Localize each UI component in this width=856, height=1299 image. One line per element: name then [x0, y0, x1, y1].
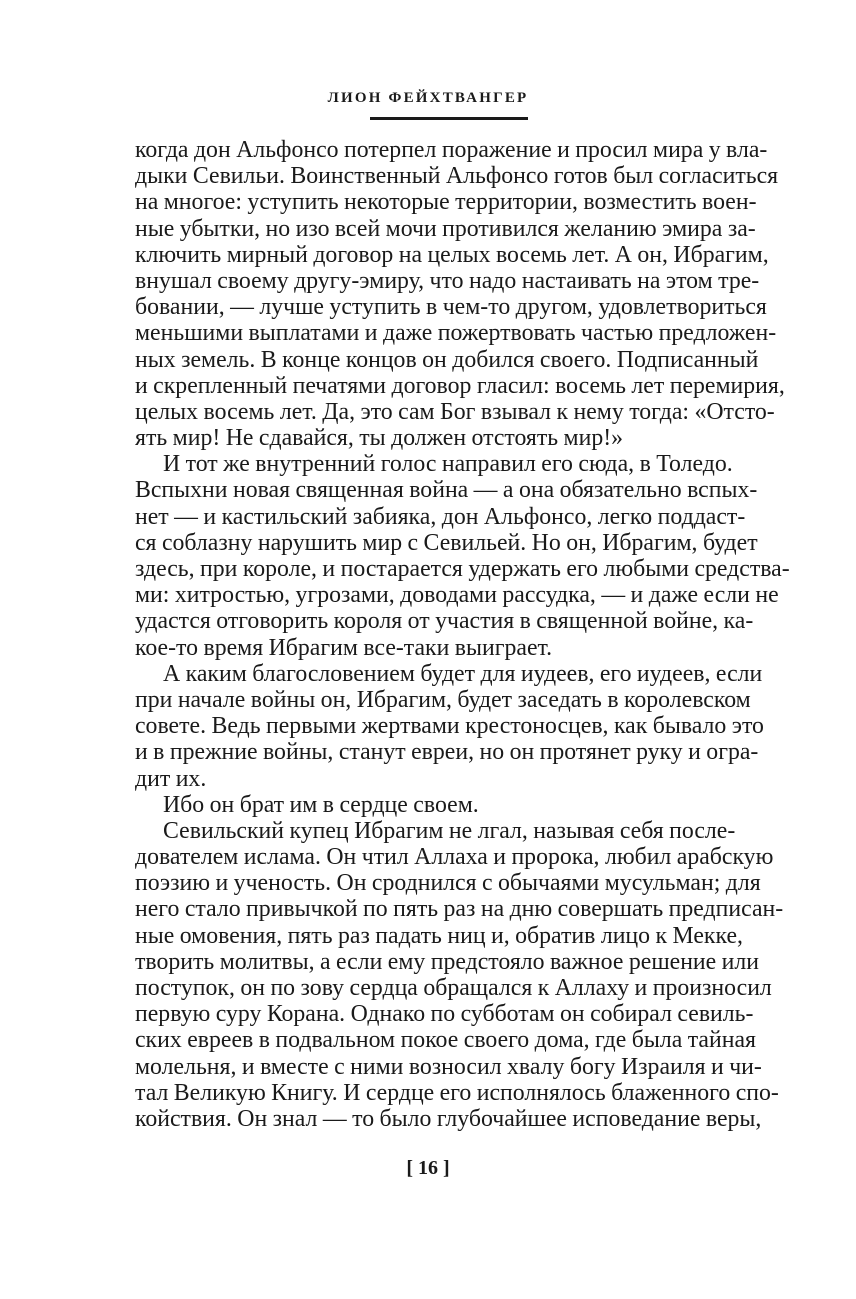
text-line: ные омовения, пять раз падать ниц и, обратив лицо к Мекке,: [135, 922, 743, 949]
text-line: поэзию и ученость. Он сроднился с обычаями мусульман; для: [135, 870, 761, 897]
text-line: ключить мирный договор на целых восемь лет. А он, Ибрагим,: [135, 241, 769, 268]
text-line: бовании, — лучше уступить в чем-то другом, удовлетвориться: [135, 294, 767, 321]
text-line: нет — и кастильский забияка, дон Альфонсо, легко поддаст-: [135, 503, 746, 530]
text-line: когда дон Альфонсо потерпел поражение и просил мира у вла-: [135, 137, 768, 163]
text-line: совете. Ведь первыми жертвами крестоносцев, как бывало это: [135, 713, 764, 740]
text-line: и в прежние войны, станут евреи, но он протянет руку и огра-: [135, 739, 759, 766]
text-line: здесь, при короле, и постарается удержать его любыми средства-: [135, 556, 790, 582]
text-line: целых восемь лет. Да, это сам Бог взывал к нему тогда: «Отсто-: [135, 398, 775, 425]
body-text: [135, 137, 790, 1132]
text-line: первую суру Корана. Однако по субботам он собирал севиль-: [135, 1001, 754, 1028]
text-line: ных земель. В конце концов он добился своего. Подписанный: [135, 346, 759, 373]
text-line: него стало привычкой по пять раз на дню совершать предписан-: [135, 896, 784, 923]
text-line: на многое: уступить некоторые территории, возместить воен-: [135, 189, 757, 216]
text-line: И тот же внутренний голос направил его сюда, в Толедо.: [163, 451, 733, 478]
text-line: творить молитвы, а если ему предстояло важное решение или: [135, 948, 760, 975]
text-line: койствия. Он знал — то было глубочайшее исповедание веры,: [135, 1105, 762, 1132]
text-line: ся соблазну нарушить мир с Севильей. Но он, Ибрагим, будет: [135, 529, 758, 556]
text-line: поступок, он по зову сердца обращался к Аллаху и произносил: [135, 975, 772, 1001]
text-line: внушал своему другу-эмиру, что надо настаивать на этом тре-: [135, 267, 760, 294]
header-rule: [370, 117, 528, 120]
text-line: ми: хитростью, угрозами, доводами рассудка, — и даже если не: [135, 582, 779, 609]
text-line: Вспыхни новая священная война — а она обязательно вспых-: [135, 477, 758, 504]
text-line: А каким благословением будет для иудеев, его иудеев, если: [163, 660, 763, 687]
text-line: кое-то время Ибрагим все-таки выиграет.: [135, 634, 553, 661]
text-line: удастся отговорить короля от участия в священной войне, ка-: [135, 608, 754, 635]
text-line: ских евреев в подвальном покое своего дома, где была тайная: [135, 1027, 756, 1054]
text-line: дит их.: [135, 765, 207, 792]
text-line: тал Великую Книгу. И сердце его исполнялось блаженного спо-: [135, 1079, 779, 1106]
text-line: дователем ислама. Он чтил Аллаха и пророка, любил арабскую: [135, 844, 774, 871]
text-line: меньшими выплатами и даже пожертвовать частью предложен-: [135, 320, 777, 347]
page-number: [ 16 ]: [406, 1157, 450, 1179]
text-line: при начале войны он, Ибрагим, будет заседать в королевском: [135, 686, 751, 713]
text-line: дыки Севильи. Воинственный Альфонсо готов был согласиться: [135, 163, 779, 190]
text-line: и скрепленный печатями договор гласил: восемь лет перемирия,: [135, 372, 785, 399]
text-line: ные убытки, но изо всей мочи противился желанию эмира за-: [135, 215, 756, 242]
text-line: Ибо он брат им в сердце своем.: [163, 791, 479, 818]
text-line: Севильский купец Ибрагим не лгал, называя себя после-: [163, 817, 736, 844]
text-line: ять мир! Не сдавайся, ты должен отстоять мир!»: [135, 425, 624, 452]
running-head-author: ЛИОН ФЕЙХТВАНГЕР: [327, 90, 529, 106]
text-line: молельня, и вместе с ними возносил хвалу богу Израиля и чи-: [135, 1053, 762, 1080]
